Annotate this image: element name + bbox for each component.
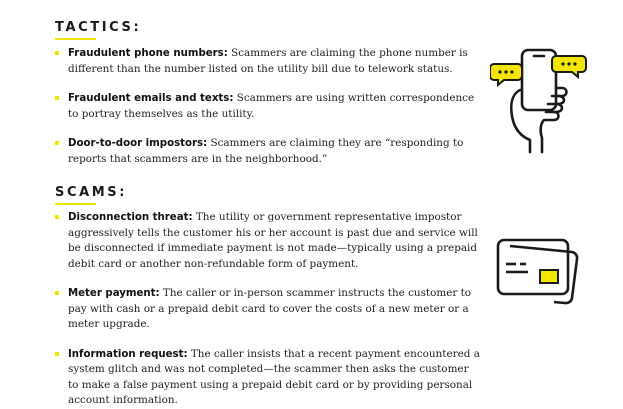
tactic-text: Scammers are using written correspondence to portray themselves as the utility. bbox=[68, 92, 475, 120]
tactic-item-emails-texts bbox=[55, 91, 480, 122]
tactic-item-phone-numbers bbox=[55, 46, 480, 77]
bullet-square-icon bbox=[55, 352, 59, 356]
phone-chat-icon bbox=[490, 44, 590, 156]
tactic-text: Scammers are claiming they are “responding to reports that scammers are in the neighborhood.” bbox=[68, 137, 464, 165]
scam-item-disconnection-threat bbox=[55, 210, 480, 272]
bullet-square-icon bbox=[55, 141, 59, 145]
chat-bubble-left-icon bbox=[490, 64, 522, 85]
scam-item-information-request bbox=[55, 347, 480, 409]
scam-item-meter-payment bbox=[55, 286, 480, 333]
scam-text: The caller insists that a recent payment encountered a system glitch and was not completed—the scammer then asks the customer to make a false payment using a prepaid debit card or by providing personal account information. bbox=[68, 347, 480, 406]
scams-list bbox=[55, 210, 480, 409]
scam-lead: Disconnection threat: bbox=[68, 212, 193, 223]
bullet-square-icon bbox=[55, 291, 59, 295]
tactic-text: Scammers are claiming the phone number is different than the number listed on the utility bill due to telework status. bbox=[68, 47, 468, 75]
scam-lead: Information request: bbox=[68, 348, 188, 360]
scam-text: The caller or in-person scammer instructs the customer to pay with cash or a prepaid debit card to cover the costs of a new meter or a meter upgrade. bbox=[68, 287, 472, 330]
tactics-heading-underline bbox=[55, 38, 96, 40]
scam-text: The utility or government representative impostor aggressively tells the customer his or her account is past due and service will be disconnected if immediate payment is not made—typically using a prepaid debit card or another non-refundable form of payment. bbox=[68, 211, 478, 270]
tactics-list bbox=[55, 46, 480, 167]
bullet-square-icon bbox=[55, 96, 59, 100]
tactics-heading: TACTICS: bbox=[55, 20, 142, 35]
card-chip-icon bbox=[540, 270, 558, 283]
scams-heading-underline bbox=[55, 203, 96, 205]
credit-card-icon bbox=[492, 232, 584, 308]
tactic-lead: Fraudulent emails and texts: bbox=[68, 93, 234, 104]
bullet-square-icon bbox=[55, 51, 59, 55]
tactic-lead: Door-to-door impostors: bbox=[68, 138, 208, 149]
bullet-square-icon bbox=[55, 215, 59, 219]
scams-heading: SCAMS: bbox=[55, 185, 128, 200]
tactic-item-door-to-door bbox=[55, 136, 480, 167]
scam-lead: Meter payment: bbox=[68, 288, 160, 299]
tactic-lead: Fraudulent phone numbers: bbox=[68, 48, 228, 59]
